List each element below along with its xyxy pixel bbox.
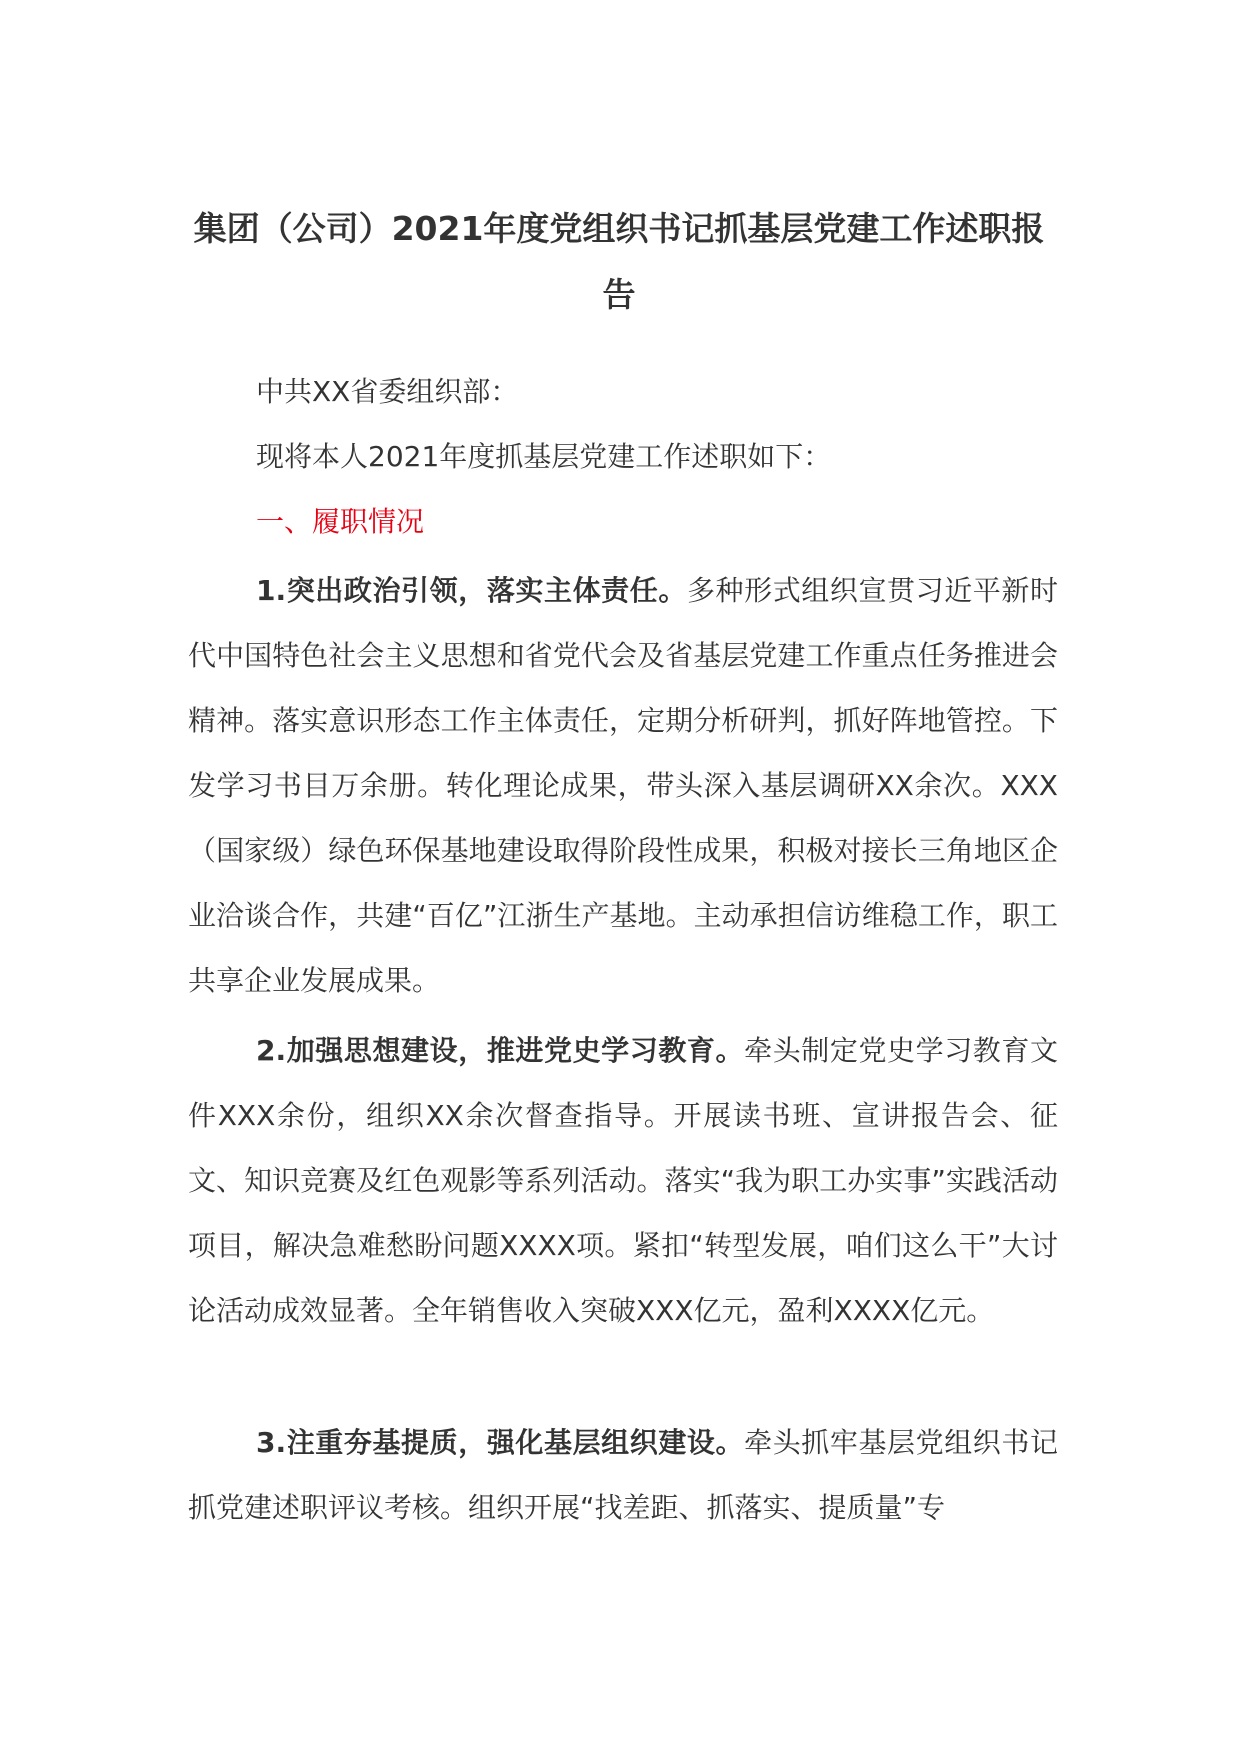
- paragraph-2: [188, 1018, 1058, 1343]
- addressee-line: 中共XX省委组织部：: [256, 375, 519, 408]
- paragraph-2-body: 牵头制定党史学习教育文件XXX余份，组织XX余次督查指导。开展读书班、宣讲报告会、征文、知识竞赛及红色观影等系列活动。落实“我为职工办实事”实践活动项目，解决急难愁盼问题XXXX项。紧扣“转型发展，咱们这么干”大讨论活动成效显著。全年销售收入突破XXX亿元，盈利XXXX亿元。: [188, 1034, 1058, 1327]
- paragraph-1-lead: 1.突出政治引领，落实主体责任。: [256, 574, 687, 607]
- paragraph-3: [188, 1410, 1058, 1540]
- section-heading: 一、履职情况: [256, 505, 425, 538]
- document-page: [188, 0, 1058, 1754]
- paragraph-1-body: 多种形式组织宣贯习近平新时代中国特色社会主义思想和省党代会及省基层党建工作重点任务推进会精神。落实意识形态工作主体责任，定期分析研判，抓好阵地管控。下发学习书目万余册。转化理论成果，带头深入基层调研XX余次。XXX（国家级）绿色环保基地建设取得阶段性成果，积极对接长三角地区企业洽谈合作，共建“百亿”江浙生产基地。主动承担信访维稳工作，职工共享企业发展成果。: [188, 574, 1058, 997]
- paragraph-3-body: 牵头抓牢基层党组织书记抓党建述职评议考核。组织开展“找差距、抓落实、提质量”专: [188, 1426, 1058, 1524]
- document-title: 集团（公司）2021年度党组织书记抓基层党建工作述职报告: [193, 209, 1045, 314]
- paragraph-3-lead: 3.注重夯基提质，强化基层组织建设。: [256, 1426, 745, 1459]
- paragraph-2-lead: 2.加强思想建设，推进党史学习教育。: [256, 1034, 745, 1067]
- paragraph-1: [188, 558, 1058, 1013]
- intro-line: 现将本人2021年度抓基层党建工作述职如下：: [256, 440, 832, 473]
